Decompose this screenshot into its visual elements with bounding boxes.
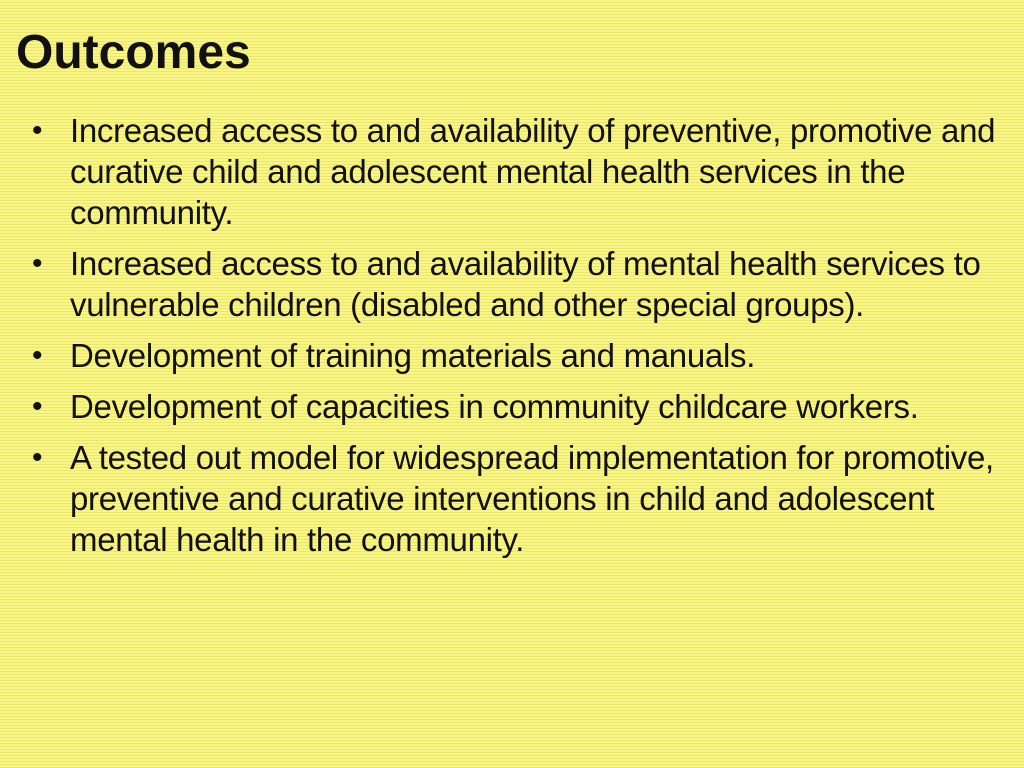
bullet-item (30, 110, 1000, 233)
bullet-text: Development of capacities in community childcare workers. (70, 388, 919, 425)
bullet-dot-icon: • (32, 247, 43, 280)
bullet-list (30, 110, 1000, 570)
bullet-item (30, 243, 1000, 325)
slide-title: Outcomes (16, 26, 251, 79)
bullet-text: A tested out model for widespread implementation for promotive, preventive and curative interventions in child and adolescent mental health in the community. (70, 439, 994, 558)
bullet-item (30, 437, 1000, 560)
bullet-text: Development of training materials and manuals. (70, 337, 756, 374)
bullet-dot-icon: • (32, 114, 43, 147)
bullet-text: Increased access to and availability of mental health services to vulnerable children (disabled and other special groups). (70, 245, 981, 323)
bullet-dot-icon: • (32, 339, 43, 372)
bullet-text: Increased access to and availability of preventive, promotive and curative child and adolescent mental health services in the community. (70, 112, 996, 231)
bullet-dot-icon: • (32, 441, 43, 474)
bullet-item (30, 335, 1000, 376)
bullet-dot-icon: • (32, 390, 43, 423)
bullet-item (30, 386, 1000, 427)
